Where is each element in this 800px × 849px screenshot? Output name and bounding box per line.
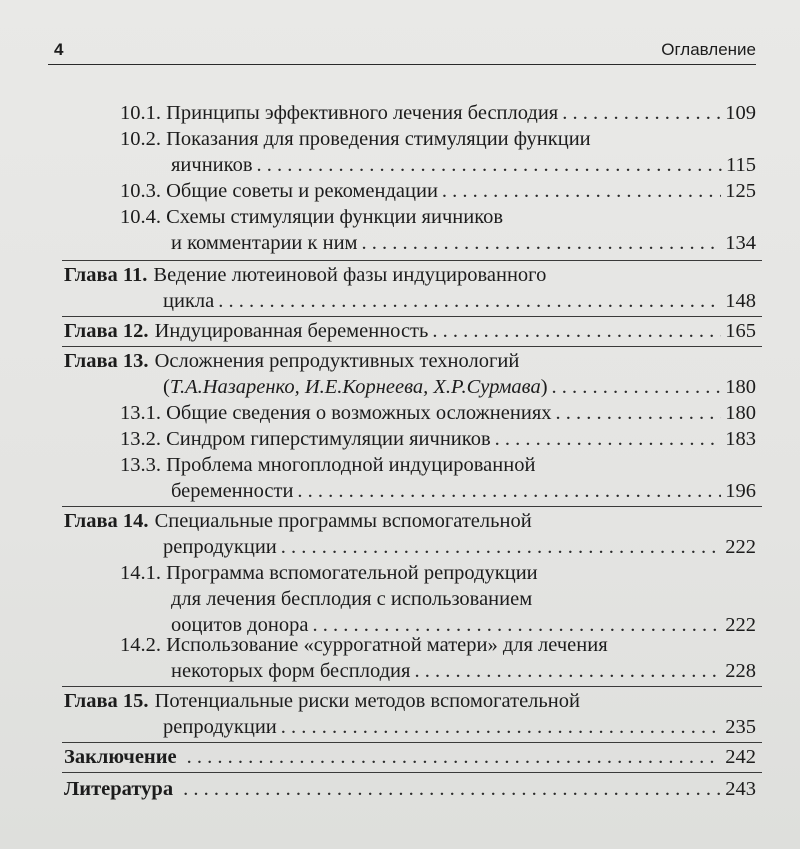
toc-chapter-15[interactable]	[64, 688, 756, 714]
page-ref: 148	[725, 290, 756, 312]
chapter-label: Глава 13.	[64, 350, 149, 372]
chapter-title-cont: репродукции	[163, 536, 277, 558]
section-title-cont: для лечения бесплодия с использованием	[171, 588, 533, 610]
page-ref: 165	[725, 320, 756, 342]
paren-open: (	[163, 376, 170, 398]
chapter-label: Глава 11.	[64, 264, 148, 286]
toc-chapter-12[interactable]	[64, 318, 756, 344]
toc-entry-13-3[interactable]	[120, 452, 756, 478]
dot-leader	[562, 100, 721, 126]
separator-line	[62, 260, 762, 261]
toc-entry-10-1[interactable]	[120, 100, 756, 126]
toc-chapter-13[interactable]	[64, 348, 756, 374]
section-number: 14.1.	[120, 562, 161, 584]
dot-leader	[218, 288, 721, 314]
dot-leader	[297, 478, 721, 504]
separator-line	[62, 346, 762, 347]
chapter-title: Ведение лютеиновой фазы индуцированного	[153, 264, 547, 286]
toc-entry-14-2-cont[interactable]	[171, 658, 756, 684]
running-title: Оглавление	[661, 40, 756, 59]
section-title: Синдром гиперстимуляции яичников	[166, 428, 491, 450]
chapter-title: Потенциальные риски методов вспомогательной	[154, 690, 580, 712]
toc-conclusion[interactable]	[64, 744, 756, 770]
toc-chapter-14-cont[interactable]	[163, 534, 756, 560]
chapter-label: Глава 14.	[64, 510, 149, 532]
dot-leader	[281, 714, 721, 740]
chapter-label: Глава 12.	[64, 320, 149, 342]
section-number: 14.2.	[120, 634, 161, 656]
page-ref: 235	[725, 716, 756, 738]
section-title: Использование «суррогатной матери» для лечения	[166, 634, 608, 656]
page-ref: 125	[725, 180, 756, 202]
page-ref: 222	[725, 614, 756, 636]
toc-chapter-11[interactable]	[64, 262, 756, 288]
dot-leader	[552, 374, 722, 400]
section-number: 13.2.	[120, 428, 161, 450]
section-title-cont: ооцитов донора	[171, 614, 309, 636]
page-number: 4	[54, 40, 64, 59]
dot-leader	[257, 152, 723, 178]
toc-entry-13-3-cont[interactable]	[171, 478, 756, 504]
chapter-title-cont: цикла	[163, 290, 215, 312]
toc-chapter-11-cont[interactable]	[163, 288, 756, 314]
page-ref: 196	[725, 480, 756, 502]
section-title: Принципы эффективного лечения бесплодия	[166, 102, 559, 124]
page-ref: 115	[726, 154, 756, 176]
toc-chapter-14[interactable]	[64, 508, 756, 534]
toc-chapter-15-cont[interactable]	[163, 714, 756, 740]
chapter-title-cont: репродукции	[163, 716, 277, 738]
section-title: Общие советы и рекомендации	[166, 180, 438, 202]
toc-entry-10-3[interactable]	[120, 178, 756, 204]
separator-line	[62, 772, 762, 773]
toc-chapter-13-cont[interactable]	[163, 374, 756, 400]
page-ref: 222	[725, 536, 756, 558]
toc-entry-14-1[interactable]	[120, 560, 756, 586]
chapter-title: Индуцированная беременность	[154, 320, 429, 342]
section-title-cont: беременности	[171, 480, 294, 502]
dot-leader	[442, 178, 721, 204]
dot-leader	[281, 534, 721, 560]
section-title: Общие сведения о возможных осложнениях	[166, 402, 552, 424]
section-number: 10.3.	[120, 180, 161, 202]
page-ref: 242	[725, 746, 756, 768]
page-header	[48, 38, 756, 65]
toc-entry-14-1-cont[interactable]	[171, 586, 756, 612]
dot-leader	[414, 658, 721, 684]
chapter-label: Глава 15.	[64, 690, 149, 712]
chapter-authors: Т.А.Назаренко, И.Е.Корнеева, Х.Р.Сурмава	[169, 376, 541, 398]
section-number: 10.2.	[120, 128, 161, 150]
dot-leader	[495, 426, 722, 452]
toc-references[interactable]	[64, 776, 756, 802]
page-ref: 134	[725, 232, 756, 254]
section-title: Схемы стимуляции функции яичников	[166, 206, 504, 228]
separator-line	[62, 742, 762, 743]
paren-close: )	[540, 376, 548, 398]
separator-line	[62, 506, 762, 507]
page-ref: 243	[725, 778, 756, 800]
dot-leader	[432, 318, 721, 344]
section-title-cont: некоторых форм бесплодия	[171, 660, 411, 682]
toc-entry-10-4-cont[interactable]	[171, 230, 756, 256]
toc-entry-10-2-cont[interactable]	[171, 152, 756, 178]
chapter-title: Осложнения репродуктивных технологий	[154, 350, 520, 372]
page-ref: 109	[725, 102, 756, 124]
dot-leader	[187, 744, 722, 770]
dot-leader	[183, 776, 721, 802]
page-ref: 180	[725, 402, 756, 424]
chapter-label: Заключение	[64, 746, 177, 768]
section-number: 10.4.	[120, 206, 161, 228]
section-title: Программа вспомогательной репродукции	[166, 562, 538, 584]
toc-entry-10-2[interactable]	[120, 126, 756, 152]
toc-entry-10-4[interactable]	[120, 204, 756, 230]
separator-line	[62, 686, 762, 687]
toc-entry-13-2[interactable]	[120, 426, 756, 452]
section-number: 10.1.	[120, 102, 161, 124]
section-number: 13.3.	[120, 454, 161, 476]
page-ref: 183	[725, 428, 756, 450]
separator-line	[62, 316, 762, 317]
page-ref: 228	[725, 660, 756, 682]
page-ref: 180	[725, 376, 756, 398]
section-title: Проблема многоплодной индуцированной	[166, 454, 536, 476]
dot-leader	[556, 400, 722, 426]
chapter-title: Специальные программы вспомогательной	[154, 510, 532, 532]
section-title-cont: и комментарии к ним	[171, 232, 358, 254]
toc-entry-14-2[interactable]	[120, 632, 756, 658]
dot-leader	[362, 230, 722, 256]
section-title: Показания для проведения стимуляции функции	[166, 128, 591, 150]
section-number: 13.1.	[120, 402, 161, 424]
chapter-label: Литература	[64, 778, 174, 800]
section-title-cont: яичников	[171, 154, 253, 176]
toc-entry-13-1[interactable]	[120, 400, 756, 426]
